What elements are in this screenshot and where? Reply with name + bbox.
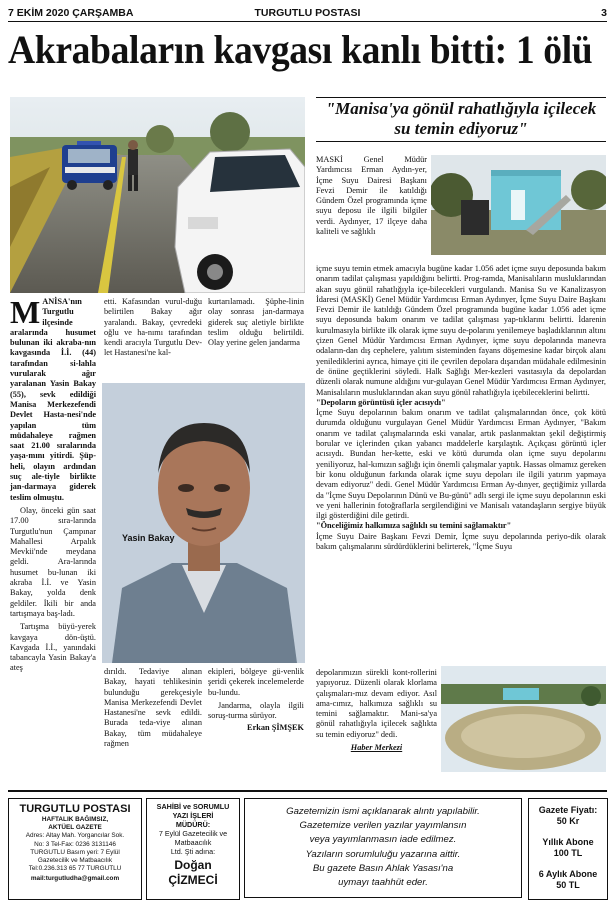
owner-surname: ÇİZMECİ bbox=[168, 873, 218, 887]
article-column-3-bottom bbox=[208, 667, 304, 734]
paper-name: TURGUTLU POSTASI bbox=[254, 7, 361, 19]
byline: Haber Merkezi bbox=[350, 743, 403, 753]
price-value: 50 Kr bbox=[556, 816, 580, 826]
right-article-end bbox=[316, 668, 437, 753]
article-paragraph: İçme Suyu Daire Başkanı Fevzi Demir, İçme suyu depolarında periyo-dik olarak bakım çalışmalarını sürdürdüklerini belirterek, "İçme Suyu bbox=[316, 531, 606, 552]
victim-portrait bbox=[102, 383, 305, 663]
right-article-intro: MASKİ Genel Müdür Yardımcısı Erman Aydın-yer, İçme Suyu Dairesi Başkanı Fevzi Demir ile katıldığı Gündem Özel programında içme suyu deposu ile ilgili bilgiler verdi. Aydınyer, 17 ilçeye daha kaliteli ve sağlıklı bbox=[316, 155, 427, 237]
owner-line: SAHİBİ ve SORUMLU bbox=[156, 802, 230, 811]
issue-date: 7 EKİM 2020 ÇARŞAMBA bbox=[8, 7, 134, 19]
masthead-line: Gazetecilik ve Matbaacılık bbox=[37, 857, 113, 865]
masthead-mail: mail:turgutludha@gmail.com bbox=[30, 875, 120, 883]
headline: Akrabaların kavgası kanlı bitti: 1 ölü bbox=[8, 27, 593, 72]
masthead-line: Adres: Altay Mah. Yorgancılar Sok. bbox=[25, 832, 125, 840]
crime-scene-photo bbox=[10, 97, 305, 293]
article-paragraph: içme suyu temin etmek amacıyla bugüne kadar 1.056 adet içme suyu deposunda bakım onarım tadilat çalışması yapıldığını belirtti. Prog-ramda, Manisalıların musluklarından akan suyu gönül rahatlığıyla içe-bilecekleri vurgulandı. Manisa Su ve Kanalizasyon İdaresi (MASKİ) Genel Müdür Yardımcısı Erman Aydınyer, İçme Suyu Daire Başkanı Fevzi Demir ile katıldığı Gündem Özel programında bugüne kadar 1.056 adet içme suyu deposunda bakım onarım ve tadilat çalışması yap-tıklarını belirtti. İdarenin kurulmasıyla birlikte ilk olarak içme suyu de-polarını yenilemeye başladıklarının altını çizen Genel Müdür Yardımcısı Erman Aydınyer, içme suyu depolarında manevra odaların-dan dış cephelere, yalıtım sisteminden fayans döşemesine kadar birçok alanı yenilediklerini ayrıca, himaye çiti ile çevrilen depolara dışarıdan müdahale edilmesinin de önüne geçtiklerini söyledi. Halk Sağlığı Mer-kezleri vasıtasıyla da depolardan düzenli olarak numune aldığını vur-gulayan Genel Müdür Yardımcısı Erman Aydınyer, Manisalıların musluklarından akan suyu gönül rahatlığıyla içebileceklerini belirtti. bbox=[316, 264, 606, 397]
article-paragraph: Jandarma, olayla ilgili soruş-turma sürüyor. bbox=[208, 700, 304, 721]
article-paragraph: depolarımızın sürekli kont-rollerini yapıyoruz. Düzenli olarak klorlama çalışmaları-mız devam ediyor. Asıl ama-cımız, halkımıza sağlıklı su temini sağlamaktır. Mani-sa'ya gönül rahatlığıyla içilecek sağlıkta su temin ediyoruz" dedi. bbox=[316, 668, 437, 739]
subheading: "Önceliğimiz halkımıza sağlıklı su temini sağlamaktır" bbox=[316, 521, 512, 531]
masthead-line: HAFTALIK BAĞIMSIZ, bbox=[41, 816, 109, 823]
price-label: 6 Aylık Abone bbox=[538, 869, 598, 879]
owner-name: Doğan bbox=[174, 858, 212, 872]
notice-line: uymayı taahhüt eder. bbox=[338, 877, 428, 889]
byline: Erkan ŞİMŞEK bbox=[247, 723, 304, 733]
notice-line: Gazetemize verilen yazılar yayımlansın bbox=[299, 820, 467, 832]
article-column-2-top: etti. Kafasından vurul-duğu belirtilen Bakay ağır yaralandı. Bakay, çevredeki oğlu ve ha-nımı tarafından kendi aracıyla Turgutlu Dev-let Hastanesi'ne kal- bbox=[104, 297, 202, 358]
owner-line: Matbaacılık bbox=[174, 838, 212, 847]
article-column-1 bbox=[10, 294, 96, 674]
notice-line: Gazetemizin ismi açıklanarak alıntı yapılabilir. bbox=[286, 806, 480, 817]
owner-box bbox=[146, 798, 240, 900]
article-paragraph: Olay, önceki gün saat 17.00 sıra-larında Turgutlu'nun Çampınar Mahallesi Arpalık Mevkii'nde meydana geldi. Ara-larında husumet bu-lunan iki akraba İ.İ. ve Yasin Bakay, yolda denk geldiler. İkili bir anda tartışmaya baş-ladı. bbox=[10, 505, 96, 618]
price-value: 100 TL bbox=[553, 848, 583, 858]
reservoir-photo bbox=[441, 666, 606, 772]
masthead-line: No: 3 Tel-Fax: 0236 3131146 bbox=[34, 840, 116, 848]
price-box bbox=[528, 798, 608, 900]
masthead-line: AKTÜEL GAZETE bbox=[48, 824, 102, 832]
portrait-caption: Yasin Bakay bbox=[122, 533, 175, 543]
notice-box bbox=[244, 798, 522, 898]
article-paragraph: ekipleri, bölgeye gü-venlik şeridi çekerek incelemelerde bu-lundu. bbox=[208, 667, 304, 697]
page-header bbox=[8, 4, 607, 22]
footer bbox=[8, 790, 607, 904]
page-number: 3 bbox=[601, 7, 607, 19]
masthead-title: TURGUTLU POSTASI bbox=[19, 803, 131, 815]
owner-line: Ltd. Şti adına: bbox=[170, 847, 216, 856]
drop-cap: M bbox=[10, 294, 41, 330]
article-column-2-bottom: dırıldı. Tedaviye alınan Bakay, hayati tehlikesinin bulunduğu gerekçesiyle Manisa Merkezefendi Devlet Hastanesi'ne sevk edildi. Burada teda-viye alınan Bakay, tüm müdahaleye rağmen bbox=[104, 667, 202, 749]
price-value: 50 TL bbox=[556, 880, 580, 890]
masthead-line: TURGUTLU Basım yeri: 7 Eylül bbox=[30, 848, 120, 856]
owner-line: 7 Eylül Gazetecilik ve bbox=[158, 829, 228, 838]
price-label: Gazete Fiyatı: bbox=[538, 805, 598, 815]
notice-line: Bu gazete Basın Ahlak Yasası'na bbox=[312, 862, 454, 874]
article-paragraph: İçme Suyu depolarının bakım onarım ve tadilat çalışmalarından önce, çok kötü durumda olduğunu vurgulayan Genel Müdür Yardımcısı Erman Aydınyer, "Bakım onarım ve tadilat çalışmalarında eski vanalar, artık paslanmaktan şekil değiştirmiş borular ve içlerinden çıkan yabancı maddelerle karşılaştık. Açıkçası görüntü içler acısıydı. Bundan her-kette, eski ve kötü durumda olan içme suyu depolarını yeniliyoruz, hal-kımızın sağlığı için önemli çalışmalar yaptık. Hassas olmamız gereken bir konu olduğunun farkında olarak içme suyu depoları ile ilgili yatırım yapmaya devam ediyoruz" dedi. Genel Müdür Yardımcısı Erman Ay-dınyer, geçtiğimiz yıllarda da "İçme Suyu Depolarının Dünü ve Bu-günü" adlı sergi ile içme suyu depolarının eski ve yeni hallerinin fotoğraflarla sergilendiğini ve Manisalı vatandaşların sergiye büyük ilgi gösterdiğini dile getirdi. bbox=[316, 408, 606, 521]
article-column-3-top: kurtarılamadı. Şüphe-linin olay sonrası jan-darmaya giderek suç aletiyle birlikte teslim olduğu belirtildi. Olay yerine gelen jandarma bbox=[208, 297, 304, 348]
water-tank-photo bbox=[431, 155, 606, 255]
article-paragraph: Tartışma büyü-yerek kavgaya dön-üştü. Kavgada İ.İ., yanındaki tabancayla Yasin Bakay'a ateş bbox=[10, 622, 96, 673]
right-article-body bbox=[316, 264, 606, 552]
price-label: Yıllık Abone bbox=[542, 837, 594, 847]
right-headline: "Manisa'ya gönül rahatlığıyla içilecek su temin ediyoruz" bbox=[316, 99, 606, 139]
notice-line: Yazıların sorumluluğu yazarına aittir. bbox=[305, 848, 461, 860]
article-lead: ANİSA'nın Turgutlu ilçesinde aralarında husumet bulunan iki akraba-nın kavgasında İ.İ. (44) tarafından si-lahla vurularak ağır yaralanan Yasin Bakay (55), sevk edildiği Manisa Merkezefendi Devlet Hasta-nesi'nde yapılan tüm müdahaleye rağmen saat 21.00 sıralarında yaşa-mını yitirdi. Şüp-heli, olayın ardından suç ale-tiyle birlikte jan-darmaya giderek teslim olmuştu. bbox=[10, 297, 96, 502]
subheading: "Depoların görüntüsü içler acısıydı" bbox=[316, 397, 446, 407]
masthead-line: Tel:0.236.313 65 77 TURGUTLU bbox=[28, 865, 122, 873]
owner-line: YAZI İŞLERİ bbox=[172, 811, 214, 820]
owner-line: MÜDÜRÜ: bbox=[175, 820, 211, 829]
notice-line: veya yayımlanmasın iade edilmez. bbox=[309, 834, 457, 846]
masthead-box bbox=[8, 798, 142, 900]
